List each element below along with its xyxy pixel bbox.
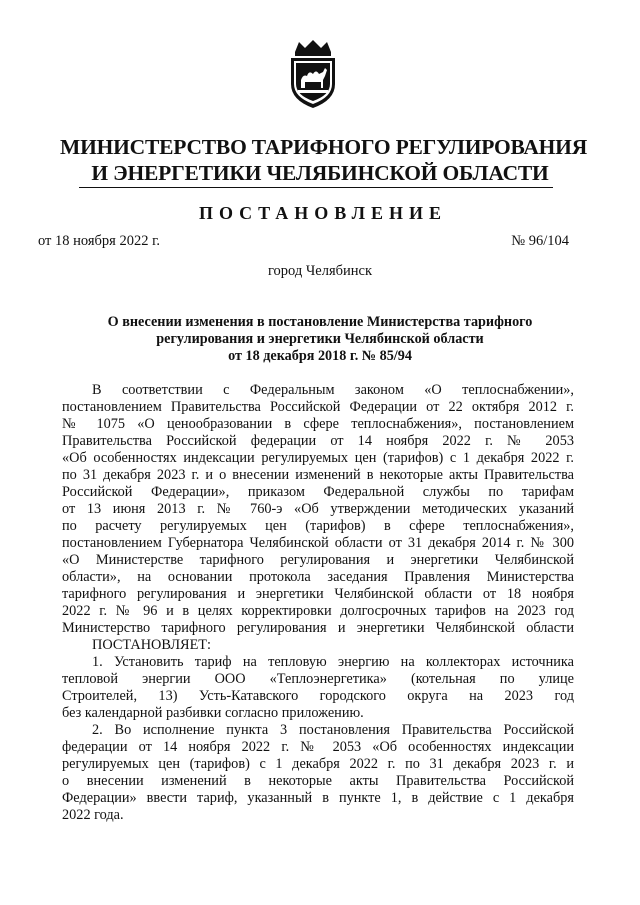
body-line: Министерство тарифного регулирования и энергетики Челябинской области: [62, 620, 574, 636]
body-line: тепловой энергии ООО «Теплоэнергетика» (котельная по улице: [62, 671, 574, 687]
document-type-title: ПОСТАНОВЛЕНИЕ: [198, 203, 448, 223]
subject-line: О внесении изменения в постановление Министерства тарифного: [107, 314, 533, 330]
document-city: город Челябинск: [267, 263, 373, 279]
body-line: ПОСТАНОВЛЯЕТ:: [92, 637, 212, 653]
document-number: № 96/104: [511, 233, 569, 249]
body-line: по расчету регулируемых цен (тарифов) в сфере теплоснабжения»,: [62, 518, 574, 534]
body-line: 2022 г. № 96 и в целях корректировки долгосрочных тарифов на 2023 год: [62, 603, 574, 619]
body-line: 2022 года.: [62, 807, 124, 823]
header-divider: [79, 187, 553, 188]
body-line: № 1075 «О ценообразовании в сфере теплоснабжения», постановлением: [62, 416, 574, 432]
body-line: «Об особенностях индексации регулируемых цен (тарифов) с 1 декабря 2022 г.: [62, 450, 574, 466]
body-line: «О Министерстве тарифного регулирования и энергетики Челябинской: [62, 552, 574, 568]
body-line: от 13 июня 2013 г. № 760-э «Об утверждении методических указаний: [62, 501, 574, 517]
body-line: Федерации» ввести тариф, указанный в пункте 1, в действие с 1 декабря: [62, 790, 574, 806]
body-line: без календарной разбивки согласно приложению.: [62, 705, 364, 721]
body-line: Правительства Российской федерации от 14 ноября 2022 г. № 2053: [62, 433, 574, 449]
body-line: В соответствии с Федеральным законом «О теплоснабжении»,: [92, 382, 574, 398]
body-line: регулируемых цен (тарифов) с 1 декабря 2022 г. по 31 декабря 2023 г. и: [62, 756, 574, 772]
body-line: постановлением Губернатора Челябинской области от 31 декабря 2014 г. № 300: [62, 535, 574, 551]
body-line: 2. Во исполнение пункта 3 постановления Правительства Российской: [92, 722, 574, 738]
ministry-name-line2: И ЭНЕРГЕТИКИ ЧЕЛЯБИНСКОЙ ОБЛАСТИ: [91, 161, 549, 185]
body-line: постановлением Правительства Российской Федерации от 22 октября 2012 г.: [62, 399, 574, 415]
ministry-name-line1: МИНИСТЕРСТВО ТАРИФНОГО РЕГУЛИРОВАНИЯ: [60, 135, 588, 159]
coat-of-arms-icon: [283, 38, 343, 110]
body-line: Строителей, 13) Усть-Катавского городского округа на 2023 год: [62, 688, 574, 704]
document-date: от 18 ноября 2022 г.: [38, 233, 161, 249]
body-line: тарифного регулирования и энергетики Челябинской области от 18 ноября: [62, 586, 574, 602]
body-line: о внесении изменений в некоторые акты Правительства Российской: [62, 773, 574, 789]
body-line: федерации от 14 ноября 2022 г. № 2053 «Об особенностях индексации: [62, 739, 574, 755]
body-line: области», на основании протокола заседания Правления Министерства: [62, 569, 574, 585]
subject-line: регулирования и энергетики Челябинской области: [156, 331, 484, 347]
body-line: по 31 декабря 2023 г. и о внесении изменений в некоторые акты Правительства: [62, 467, 574, 483]
subject-line: от 18 декабря 2018 г. № 85/94: [228, 348, 412, 364]
body-line: Российской Федерации», приказом Федеральной службы по тарифам: [62, 484, 574, 500]
body-line: 1. Установить тариф на тепловую энергию на коллекторах источника: [92, 654, 574, 670]
